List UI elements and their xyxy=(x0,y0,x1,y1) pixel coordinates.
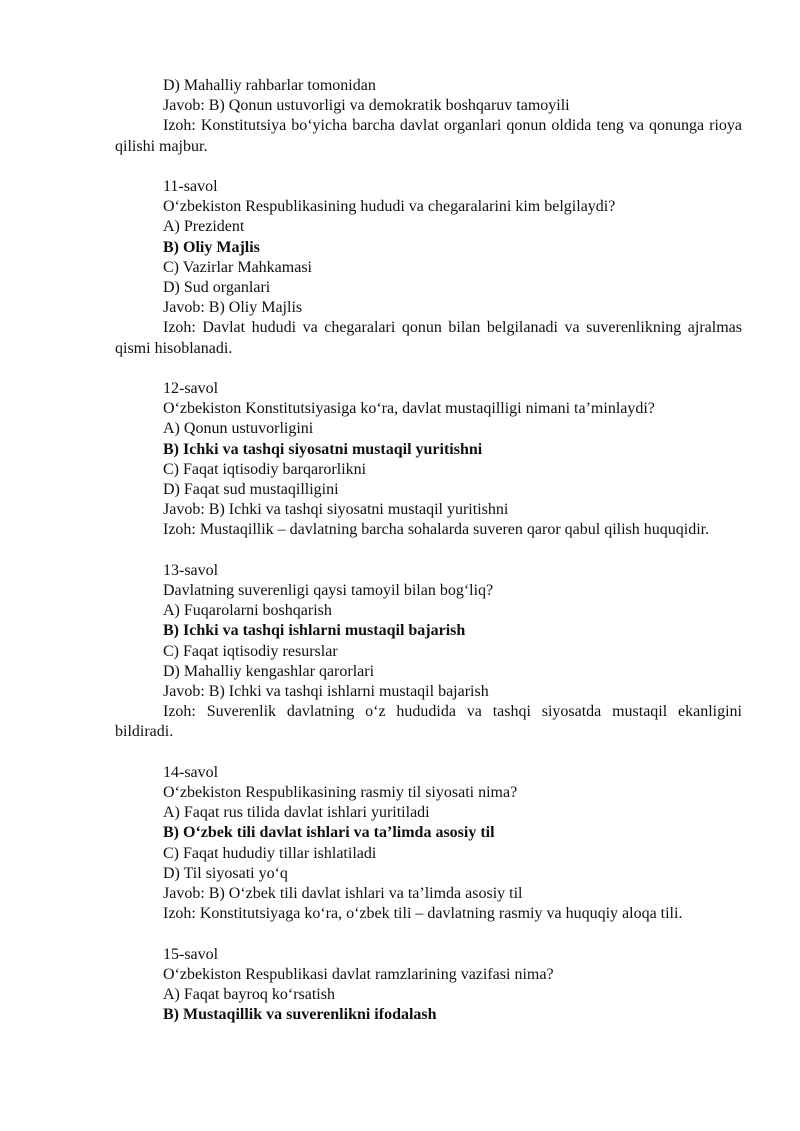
option-b-correct: B) Ichki va tashqi siyosatni mustaqil yuritishni xyxy=(163,440,483,458)
explanation-text: Izoh: Konstitutsiya bo‘yicha barcha davlat organlari qonun oldida teng va qonunga rioya qilishi majbur. xyxy=(115,117,742,155)
question-block-15 xyxy=(115,945,742,1026)
option-a: A) Prezident xyxy=(163,218,245,236)
option-b-correct: B) O‘zbek tili davlat ishlari va ta’limda asosiy til xyxy=(163,824,495,842)
option-b-correct: B) Mustaqillik va suverenlikni ifodalash xyxy=(163,1006,437,1024)
option-b-correct: B) Oliy Majlis xyxy=(163,238,260,256)
explanation-text: Izoh: Davlat hududi va chegaralari qonun bilan belgilanadi va suverenlikning ajralmas qismi hisoblanadi. xyxy=(115,319,742,357)
question-block-11 xyxy=(115,177,742,359)
option-d: D) Faqat sud mustaqilligini xyxy=(163,481,339,499)
option-a: A) Fuqarolarni boshqarish xyxy=(163,602,332,620)
option-c: C) Faqat hududiy tillar ishlatiladi xyxy=(163,844,377,862)
option-b-correct: B) Ichki va tashqi ishlarni mustaqil bajarish xyxy=(163,622,466,640)
spacer xyxy=(115,541,742,561)
option-d: D) Mahalliy kengashlar qarorlari xyxy=(163,662,375,680)
question-number: 12-savol xyxy=(163,380,219,398)
document-page xyxy=(115,76,742,1025)
question-number: 13-savol xyxy=(163,561,219,579)
option-d: D) Sud organlari xyxy=(163,279,271,297)
spacer xyxy=(115,924,742,944)
question-text: Davlatning suverenligi qaysi tamoyil bilan bog‘liq? xyxy=(163,582,494,600)
question-block-14 xyxy=(115,763,742,925)
spacer xyxy=(115,743,742,763)
question-text: O‘zbekiston Respublikasi davlat ramzlarining vazifasi nima? xyxy=(163,965,554,983)
option-c: C) Faqat iqtisodiy barqarorlikni xyxy=(163,460,367,478)
question-number: 14-savol xyxy=(163,763,219,781)
question-block-13 xyxy=(115,561,742,743)
answer-line: Javob: B) Ichki va tashqi siyosatni mustaqil yuritishni xyxy=(163,501,509,519)
answer-line: Javob: B) O‘zbek tili davlat ishlari va ta’limda asosiy til xyxy=(163,885,523,903)
spacer xyxy=(115,359,742,379)
explanation-text: Izoh: Konstitutsiyaga ko‘ra, o‘zbek tili – davlatning rasmiy va huquqiy aloqa tili. xyxy=(163,905,683,923)
previous-question-tail xyxy=(115,76,742,157)
answer-line: Javob: B) Qonun ustuvorligi va demokratik boshqaruv tamoyili xyxy=(163,97,570,115)
question-text: O‘zbekiston Respublikasining hududi va chegaralarini kim belgilaydi? xyxy=(163,198,616,216)
spacer xyxy=(115,157,742,177)
option-a: A) Qonun ustuvorligini xyxy=(163,420,314,438)
explanation-text: Izoh: Suverenlik davlatning o‘z hududida va tashqi siyosatda mustaqil ekanligini bildiradi. xyxy=(115,703,742,741)
option-c: C) Faqat iqtisodiy resurslar xyxy=(163,642,338,660)
option-a: A) Faqat bayroq ko‘rsatish xyxy=(163,986,335,1004)
explanation-text: Izoh: Mustaqillik – davlatning barcha sohalarda suveren qaror qabul qilish huquqidir. xyxy=(163,521,710,539)
option-d: D) Mahalliy rahbarlar tomonidan xyxy=(163,77,376,94)
question-text: O‘zbekiston Konstitutsiyasiga ko‘ra, davlat mustaqilligi nimani ta’minlaydi? xyxy=(163,400,655,418)
option-a: A) Faqat rus tilida davlat ishlari yuritiladi xyxy=(163,804,430,822)
question-number: 11-savol xyxy=(163,178,218,195)
option-c: C) Vazirlar Mahkamasi xyxy=(163,258,312,276)
option-d: D) Til siyosati yo‘q xyxy=(163,864,288,882)
question-number: 15-savol xyxy=(163,945,219,963)
question-text: O‘zbekiston Respublikasining rasmiy til siyosati nima? xyxy=(163,784,518,802)
answer-line: Javob: B) Ichki va tashqi ishlarni mustaqil bajarish xyxy=(163,683,489,701)
question-block-12 xyxy=(115,379,742,541)
answer-line: Javob: B) Oliy Majlis xyxy=(163,299,303,317)
